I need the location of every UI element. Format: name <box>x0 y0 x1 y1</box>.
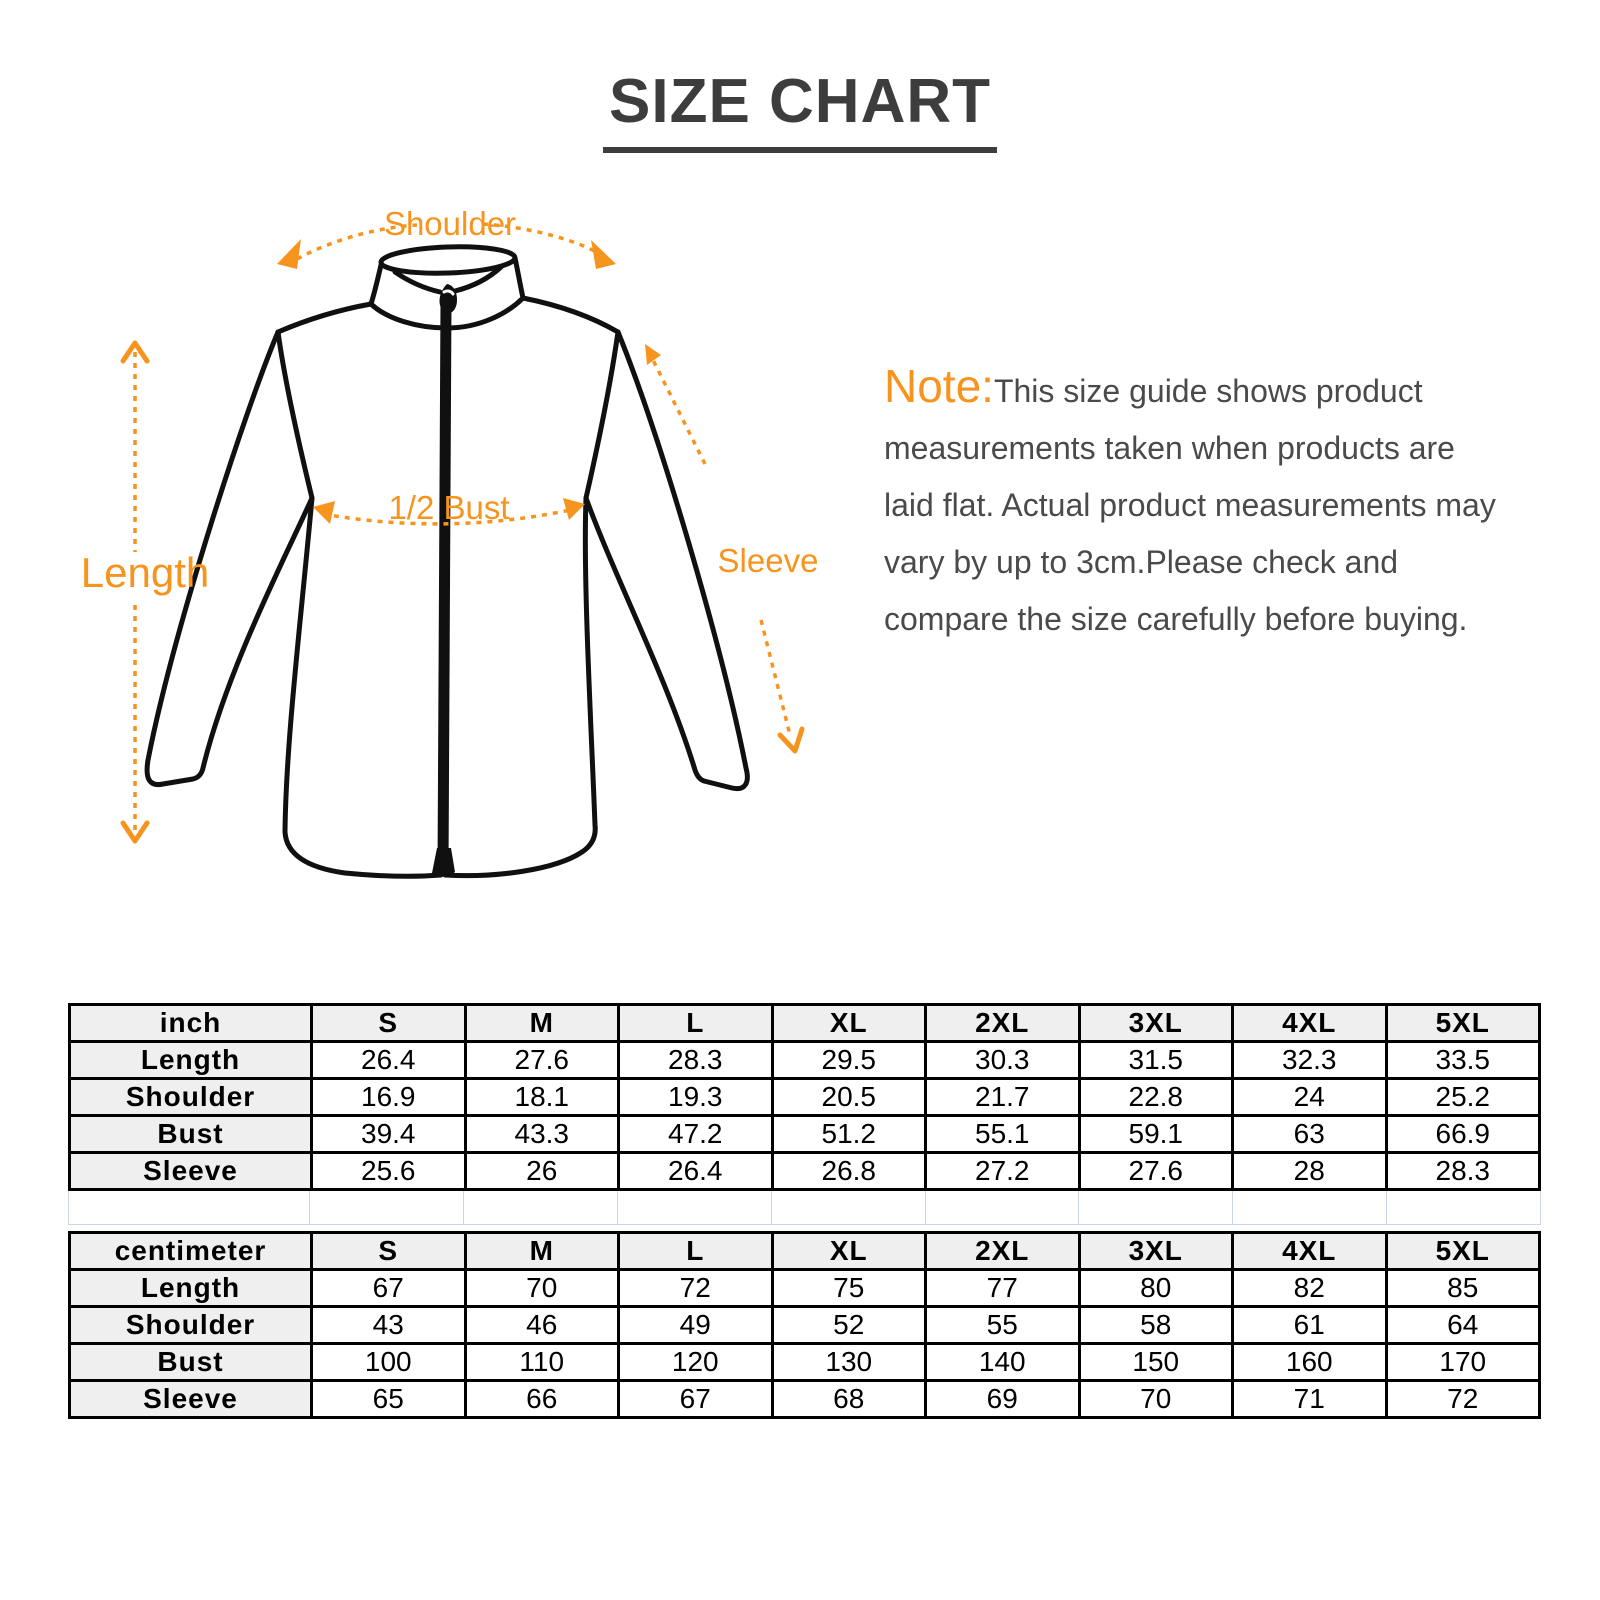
sleeve-label: Sleeve <box>717 542 819 579</box>
value-cell: 25.2 <box>1386 1079 1540 1116</box>
value-cell: 46 <box>465 1307 619 1344</box>
value-cell: 64 <box>1386 1307 1540 1344</box>
value-cell: 28 <box>1233 1153 1387 1190</box>
unit-header-centimeter: centimeter <box>70 1233 312 1270</box>
value-cell: 160 <box>1233 1344 1387 1381</box>
value-cell: 25.6 <box>312 1153 466 1190</box>
spacer-cell <box>618 1191 772 1224</box>
size-header-3XL: 3XL <box>1079 1233 1233 1270</box>
value-cell: 18.1 <box>465 1079 619 1116</box>
value-cell: 49 <box>619 1307 773 1344</box>
value-cell: 47.2 <box>619 1116 773 1153</box>
jacket-measurement-diagram <box>55 180 905 900</box>
sleeve-arrow-lower <box>761 620 790 735</box>
shoulder-arrowhead-right <box>591 240 616 269</box>
value-cell: 100 <box>312 1344 466 1381</box>
value-cell: 65 <box>312 1381 466 1418</box>
size-header-2XL: 2XL <box>926 1233 1080 1270</box>
value-cell: 29.5 <box>772 1042 926 1079</box>
jacket-left-seam <box>278 332 312 498</box>
size-header-row <box>70 1005 1540 1042</box>
value-cell: 51.2 <box>772 1116 926 1153</box>
unit-header-inch: inch <box>70 1005 312 1042</box>
value-cell: 39.4 <box>312 1116 466 1153</box>
value-cell: 72 <box>619 1270 773 1307</box>
measure-row-shoulder <box>70 1307 1540 1344</box>
measure-row-bust <box>70 1116 1540 1153</box>
value-cell: 130 <box>772 1344 926 1381</box>
value-cell: 66.9 <box>1386 1116 1540 1153</box>
row-label: Bust <box>70 1116 312 1153</box>
jacket-hem-wedge <box>432 848 455 876</box>
value-cell: 71 <box>1233 1381 1387 1418</box>
value-cell: 52 <box>772 1307 926 1344</box>
value-cell: 85 <box>1386 1270 1540 1307</box>
value-cell: 16.9 <box>312 1079 466 1116</box>
spacer-cell <box>1387 1191 1541 1224</box>
value-cell: 72 <box>1386 1381 1540 1418</box>
measure-row-length <box>70 1270 1540 1307</box>
value-cell: 21.7 <box>926 1079 1080 1116</box>
jacket-zipper <box>443 300 446 870</box>
size-header-5XL: 5XL <box>1386 1005 1540 1042</box>
value-cell: 61 <box>1233 1307 1387 1344</box>
value-cell: 59.1 <box>1079 1116 1233 1153</box>
value-cell: 24 <box>1233 1079 1387 1116</box>
size-header-XL: XL <box>772 1005 926 1042</box>
page-title: SIZE CHART <box>603 66 997 153</box>
row-label: Shoulder <box>70 1079 312 1116</box>
row-label: Sleeve <box>70 1381 312 1418</box>
value-cell: 31.5 <box>1079 1042 1233 1079</box>
size-tables-area <box>68 1003 1541 1419</box>
jacket-right-seam <box>586 332 618 498</box>
bust-arrowhead-right <box>563 498 585 520</box>
length-label: Length <box>80 549 210 596</box>
spacer-cell <box>464 1191 618 1224</box>
row-label: Sleeve <box>70 1153 312 1190</box>
note-text <box>884 358 1508 648</box>
sleeve-arrowhead-lower <box>780 729 802 751</box>
value-cell: 80 <box>1079 1270 1233 1307</box>
size-header-2XL: 2XL <box>926 1005 1080 1042</box>
spacer-cell <box>1079 1191 1233 1224</box>
size-header-4XL: 4XL <box>1233 1005 1387 1042</box>
size-header-row <box>70 1233 1540 1270</box>
size-header-S: S <box>312 1233 466 1270</box>
value-cell: 66 <box>465 1381 619 1418</box>
value-cell: 26.4 <box>312 1042 466 1079</box>
value-cell: 26.8 <box>772 1153 926 1190</box>
jacket-outline <box>147 245 747 877</box>
value-cell: 43 <box>312 1307 466 1344</box>
measure-row-length <box>70 1042 1540 1079</box>
table-spacer-row <box>68 1191 1541 1225</box>
size-header-XL: XL <box>772 1233 926 1270</box>
size-table-inch <box>68 1003 1541 1191</box>
value-cell: 70 <box>465 1270 619 1307</box>
spacer-cell <box>926 1191 1080 1224</box>
value-cell: 140 <box>926 1344 1080 1381</box>
value-cell: 43.3 <box>465 1116 619 1153</box>
size-header-4XL: 4XL <box>1233 1233 1387 1270</box>
value-cell: 26 <box>465 1153 619 1190</box>
measure-row-sleeve <box>70 1153 1540 1190</box>
size-table-centimeter <box>68 1231 1541 1419</box>
value-cell: 58 <box>1079 1307 1233 1344</box>
size-header-L: L <box>619 1005 773 1042</box>
size-header-3XL: 3XL <box>1079 1005 1233 1042</box>
value-cell: 75 <box>772 1270 926 1307</box>
shoulder-arrowhead-left <box>277 239 301 269</box>
note-body: This size guide shows product measurements taken when products are laid flat. Actual product measurements may vary by up to 3cm.Please check and compare the size carefully before buying. <box>884 373 1496 637</box>
row-label: Length <box>70 1270 312 1307</box>
value-cell: 82 <box>1233 1270 1387 1307</box>
value-cell: 110 <box>465 1344 619 1381</box>
measure-row-sleeve <box>70 1381 1540 1418</box>
jacket-left-shoulder <box>278 304 371 332</box>
jacket-right-shoulder <box>523 298 618 332</box>
value-cell: 120 <box>619 1344 773 1381</box>
value-cell: 28.3 <box>1386 1153 1540 1190</box>
row-label: Length <box>70 1042 312 1079</box>
bust-arrowhead-left <box>313 501 335 524</box>
value-cell: 19.3 <box>619 1079 773 1116</box>
spacer-cell <box>1233 1191 1387 1224</box>
value-cell: 63 <box>1233 1116 1387 1153</box>
value-cell: 55 <box>926 1307 1080 1344</box>
half-bust-label: 1/2 Bust <box>388 489 510 526</box>
jacket-zipper-pull <box>440 284 457 313</box>
value-cell: 170 <box>1386 1344 1540 1381</box>
measure-row-shoulder <box>70 1079 1540 1116</box>
value-cell: 67 <box>619 1381 773 1418</box>
value-cell: 27.6 <box>465 1042 619 1079</box>
size-header-M: M <box>465 1005 619 1042</box>
jacket-diagram-svg <box>55 180 905 900</box>
value-cell: 20.5 <box>772 1079 926 1116</box>
note-prefix: Note: <box>884 360 994 412</box>
spacer-cell <box>772 1191 926 1224</box>
value-cell: 30.3 <box>926 1042 1080 1079</box>
value-cell: 32.3 <box>1233 1042 1387 1079</box>
row-label: Bust <box>70 1344 312 1381</box>
value-cell: 77 <box>926 1270 1080 1307</box>
value-cell: 67 <box>312 1270 466 1307</box>
value-cell: 33.5 <box>1386 1042 1540 1079</box>
value-cell: 28.3 <box>619 1042 773 1079</box>
value-cell: 70 <box>1079 1381 1233 1418</box>
spacer-cell <box>310 1191 464 1224</box>
value-cell: 22.8 <box>1079 1079 1233 1116</box>
shoulder-label: Shoulder <box>383 205 517 242</box>
measure-row-bust <box>70 1344 1540 1381</box>
size-header-L: L <box>619 1233 773 1270</box>
row-label: Shoulder <box>70 1307 312 1344</box>
value-cell: 26.4 <box>619 1153 773 1190</box>
size-header-5XL: 5XL <box>1386 1233 1540 1270</box>
value-cell: 27.6 <box>1079 1153 1233 1190</box>
size-header-M: M <box>465 1233 619 1270</box>
spacer-cell <box>68 1191 310 1224</box>
value-cell: 150 <box>1079 1344 1233 1381</box>
value-cell: 68 <box>772 1381 926 1418</box>
value-cell: 55.1 <box>926 1116 1080 1153</box>
size-header-S: S <box>312 1005 466 1042</box>
value-cell: 69 <box>926 1381 1080 1418</box>
value-cell: 27.2 <box>926 1153 1080 1190</box>
